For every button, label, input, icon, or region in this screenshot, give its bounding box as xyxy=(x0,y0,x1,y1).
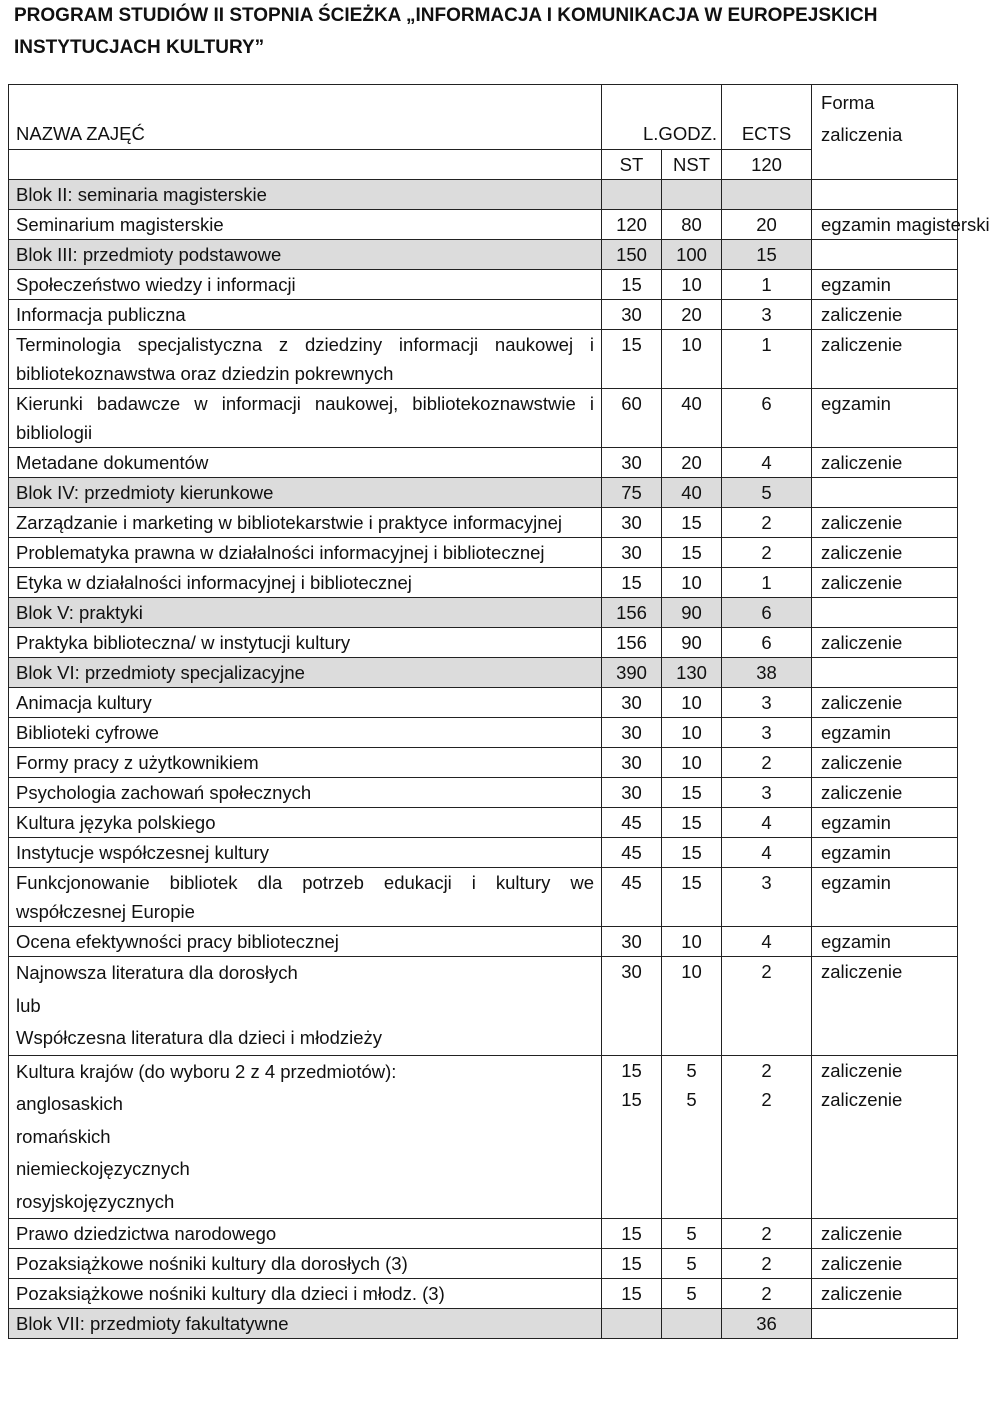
hours-st: 120 xyxy=(602,210,662,240)
hours-nst: 10 xyxy=(662,270,722,300)
hours-nst: 10 xyxy=(662,957,722,1056)
hours-st: 45 xyxy=(602,838,662,868)
ects-value: 1 xyxy=(722,330,812,389)
hours-st: 15 xyxy=(602,1279,662,1309)
ects-value: 2 xyxy=(722,508,812,538)
assessment-form: egzamin xyxy=(812,868,958,927)
hours-nst-1: 5 xyxy=(686,1059,697,1081)
hours-nst: 20 xyxy=(662,448,722,478)
course-name-literature xyxy=(9,957,602,1056)
assessment-form: zaliczenie xyxy=(812,538,958,568)
hours-st: 30 xyxy=(602,957,662,1056)
assessment-form: zaliczenie xyxy=(812,688,958,718)
hours-nst: 10 xyxy=(662,718,722,748)
course-row xyxy=(9,448,958,478)
hours-nst: 15 xyxy=(662,778,722,808)
header-ects-cell xyxy=(722,85,812,150)
block-row xyxy=(9,658,958,688)
hours-st: 15 xyxy=(602,270,662,300)
course-row xyxy=(9,568,958,598)
course-row xyxy=(9,778,958,808)
kultura-line3: romańskich xyxy=(16,1125,111,1147)
header-form-cell xyxy=(812,85,958,180)
ects-value: 4 xyxy=(722,838,812,868)
hours-st: 15 xyxy=(602,1249,662,1279)
course-name: Metadane dokumentów xyxy=(9,448,602,478)
hours-st: 15 xyxy=(602,330,662,389)
ects-value: 2 xyxy=(722,1249,812,1279)
ects-value: 3 xyxy=(722,688,812,718)
hours-st: 75 xyxy=(602,478,662,508)
course-row-literature xyxy=(9,957,958,1056)
course-name-kultura-krajow xyxy=(9,1055,602,1219)
ects-value: 15 xyxy=(722,240,812,270)
course-name: Kultura języka polskiego xyxy=(9,808,602,838)
course-row-kultura-krajow xyxy=(9,1055,958,1219)
ects-value: 38 xyxy=(722,658,812,688)
assessment-form: zaliczenie xyxy=(812,508,958,538)
hours-nst: 100 xyxy=(662,240,722,270)
hours-st xyxy=(602,1309,662,1339)
hours-st: 30 xyxy=(602,748,662,778)
literature-line3: Współczesna literatura dla dzieci i młodzieży xyxy=(16,1027,383,1048)
assessment-form: zaliczenie xyxy=(812,778,958,808)
ects-value: 6 xyxy=(722,389,812,448)
header-sub-empty xyxy=(9,150,602,180)
course-name: Pozaksiążkowe nośniki kultury dla dzieci i młodz. (3) xyxy=(9,1279,602,1309)
assessment-form xyxy=(812,658,958,688)
course-name: Zarządzanie i marketing w bibliotekarstwie i praktyce informacyjnej xyxy=(9,508,602,538)
header-st: ST xyxy=(602,150,662,180)
assessment-form xyxy=(812,1309,958,1339)
assessment-form xyxy=(812,1055,958,1219)
ects-value: 2 xyxy=(722,1279,812,1309)
assessment-form: zaliczenie xyxy=(812,748,958,778)
hours-nst: 10 xyxy=(662,927,722,957)
ects-value: 4 xyxy=(722,448,812,478)
course-name: Animacja kultury xyxy=(9,688,602,718)
course-name: Psychologia zachowań społecznych xyxy=(9,778,602,808)
course-name: Informacja publiczna xyxy=(9,300,602,330)
ects-value: 3 xyxy=(722,868,812,927)
assessment-form xyxy=(812,240,958,270)
hours-nst: 40 xyxy=(662,389,722,448)
assessment-form: egzamin magisterski xyxy=(812,210,958,240)
assessment-form xyxy=(812,180,958,210)
hours-st: 390 xyxy=(602,658,662,688)
ects-value: 6 xyxy=(722,598,812,628)
assessment-form xyxy=(812,478,958,508)
hours-nst: 15 xyxy=(662,508,722,538)
course-name: Biblioteki cyfrowe xyxy=(9,718,602,748)
hours-st xyxy=(602,180,662,210)
header-nst: NST xyxy=(662,150,722,180)
hours-nst: 20 xyxy=(662,300,722,330)
assessment-form: egzamin xyxy=(812,389,958,448)
literature-line1: Najnowsza literatura dla dorosłych xyxy=(16,962,298,983)
assessment-form: zaliczenie xyxy=(812,330,958,389)
assessment-form: egzamin xyxy=(812,718,958,748)
ects-value: 36 xyxy=(722,1309,812,1339)
header-form-line1: Forma xyxy=(821,92,875,113)
header-ects-total: 120 xyxy=(722,150,812,180)
course-name: Terminologia specjalistyczna z dziedziny informacji naukowej i bibliotekoznawstwa oraz dziedzin pokrewnych xyxy=(9,330,602,389)
assessment-form: zaliczenie xyxy=(812,1279,958,1309)
ects-value: 3 xyxy=(722,300,812,330)
hours-nst: 10 xyxy=(662,568,722,598)
ects-value: 2 xyxy=(722,538,812,568)
hours-st: 150 xyxy=(602,240,662,270)
hours-st: 45 xyxy=(602,868,662,927)
hours-nst: 80 xyxy=(662,210,722,240)
hours-nst: 15 xyxy=(662,868,722,927)
kultura-line4: niemieckojęzycznych xyxy=(16,1158,190,1179)
course-row xyxy=(9,389,958,448)
block-row xyxy=(9,598,958,628)
course-name: Pozaksiążkowe nośniki kultury dla dorosłych (3) xyxy=(9,1249,602,1279)
ects-value-1: 2 xyxy=(761,1059,772,1081)
course-row xyxy=(9,838,958,868)
hours-nst: 130 xyxy=(662,658,722,688)
course-name: Praktyka biblioteczna/ w instytucji kultury xyxy=(9,628,602,658)
course-row xyxy=(9,538,958,568)
hours-st: 15 xyxy=(602,1219,662,1249)
course-row xyxy=(9,1279,958,1309)
course-row xyxy=(9,1249,958,1279)
hours-nst: 10 xyxy=(662,748,722,778)
hours-nst: 10 xyxy=(662,330,722,389)
hours-st: 30 xyxy=(602,300,662,330)
course-name: Problematyka prawna w działalności informacyjnej i bibliotecznej xyxy=(9,538,602,568)
course-row xyxy=(9,508,958,538)
ects-value: 2 xyxy=(722,748,812,778)
course-name: Etyka w działalności informacyjnej i bibliotecznej xyxy=(9,568,602,598)
course-row xyxy=(9,1219,958,1249)
assessment-form: zaliczenie xyxy=(812,568,958,598)
hours-st: 30 xyxy=(602,778,662,808)
hours-nst: 15 xyxy=(662,538,722,568)
hours-nst: 90 xyxy=(662,598,722,628)
hours-st: 30 xyxy=(602,718,662,748)
ects-value: 6 xyxy=(722,628,812,658)
ects-value: 3 xyxy=(722,718,812,748)
kultura-line5: rosyjskojęzycznych xyxy=(16,1190,175,1212)
hours-nst: 5 xyxy=(662,1249,722,1279)
literature-line2: lub xyxy=(16,994,41,1016)
course-name: Instytucje współczesnej kultury xyxy=(9,838,602,868)
header-hours: L.GODZ. xyxy=(643,123,718,144)
assessment-form: egzamin xyxy=(812,270,958,300)
header-ects: ECTS xyxy=(741,123,792,144)
block-row xyxy=(9,478,958,508)
study-program-table xyxy=(8,84,990,1339)
hours-st: 30 xyxy=(602,448,662,478)
hours-nst xyxy=(662,1055,722,1219)
ects-value: 1 xyxy=(722,270,812,300)
ects-value: 5 xyxy=(722,478,812,508)
hours-nst: 10 xyxy=(662,688,722,718)
ects-value xyxy=(722,1055,812,1219)
assessment-form: zaliczenie xyxy=(812,1219,958,1249)
ects-value: 4 xyxy=(722,808,812,838)
course-row xyxy=(9,748,958,778)
course-name: Blok V: praktyki xyxy=(9,598,602,628)
assessment-form: zaliczenie xyxy=(812,448,958,478)
header-form-line2: zaliczenia xyxy=(821,124,903,145)
course-row xyxy=(9,808,958,838)
kultura-line2: anglosaskich xyxy=(16,1093,123,1114)
course-row xyxy=(9,330,958,389)
ects-value: 4 xyxy=(722,927,812,957)
hours-nst: 40 xyxy=(662,478,722,508)
ects-value: 2 xyxy=(722,1219,812,1249)
assessment-form: egzamin xyxy=(812,808,958,838)
assessment-form: zaliczenie xyxy=(812,1249,958,1279)
hours-nst-2: 5 xyxy=(686,1088,697,1110)
hours-st: 30 xyxy=(602,538,662,568)
assessment-form xyxy=(812,598,958,628)
page-title: PROGRAM STUDIÓW II STOPNIA ŚCIEŻKA „INFORMACJA I KOMUNIKACJA W EUROPEJSKICH INSTYTUCJACH KULTURY” xyxy=(14,5,878,58)
hours-st: 156 xyxy=(602,598,662,628)
course-name: Kierunki badawcze w informacji naukowej, bibliotekoznawstwie i bibliologii xyxy=(9,389,602,448)
ects-value-2: 2 xyxy=(761,1088,772,1110)
course-row xyxy=(9,270,958,300)
assessment-form: egzamin xyxy=(812,927,958,957)
hours-nst: 15 xyxy=(662,838,722,868)
block-row xyxy=(9,180,958,210)
ects-value: 3 xyxy=(722,778,812,808)
hours-nst: 5 xyxy=(662,1279,722,1309)
hours-nst xyxy=(662,180,722,210)
hours-st: 45 xyxy=(602,808,662,838)
hours-st-2: 15 xyxy=(621,1088,642,1110)
header-name-cell xyxy=(9,85,602,150)
kultura-line1: Kultura krajów (do wyboru 2 z 4 przedmiotów): xyxy=(16,1060,397,1082)
course-name: Seminarium magisterskie xyxy=(9,210,602,240)
hours-st: 30 xyxy=(602,508,662,538)
course-row xyxy=(9,628,958,658)
course-row xyxy=(9,688,958,718)
hours-st: 30 xyxy=(602,927,662,957)
hours-st: 156 xyxy=(602,628,662,658)
ects-value: 1 xyxy=(722,568,812,598)
hours-nst xyxy=(662,1309,722,1339)
ects-value: 2 xyxy=(722,957,812,1056)
hours-st xyxy=(602,1055,662,1219)
assessment-form: zaliczenie xyxy=(812,628,958,658)
header-hours-cell xyxy=(602,85,722,150)
hours-st: 30 xyxy=(602,688,662,718)
course-row xyxy=(9,210,958,240)
course-name: Blok II: seminaria magisterskie xyxy=(9,180,602,210)
hours-st-1: 15 xyxy=(621,1059,642,1081)
assessment-form-2: zaliczenie xyxy=(821,1088,903,1110)
course-row xyxy=(9,718,958,748)
header-name: NAZWA ZAJĘĆ xyxy=(16,123,145,144)
hours-nst: 90 xyxy=(662,628,722,658)
course-name: Funkcjonowanie bibliotek dla potrzeb edukacji i kultury we współczesnej Europie xyxy=(9,868,602,927)
course-name: Blok VII: przedmioty fakultatywne xyxy=(9,1309,602,1339)
block-row xyxy=(9,1309,958,1339)
course-row xyxy=(9,300,958,330)
course-row xyxy=(9,927,958,957)
ects-value xyxy=(722,180,812,210)
assessment-form: egzamin xyxy=(812,838,958,868)
ects-value: 20 xyxy=(722,210,812,240)
course-name: Blok IV: przedmioty kierunkowe xyxy=(9,478,602,508)
block-row xyxy=(9,240,958,270)
course-name: Ocena efektywności pracy bibliotecznej xyxy=(9,927,602,957)
assessment-form: zaliczenie xyxy=(812,957,958,1056)
assessment-form-1: zaliczenie xyxy=(821,1059,903,1081)
hours-st: 60 xyxy=(602,389,662,448)
course-name: Formy pracy z użytkownikiem xyxy=(9,748,602,778)
hours-nst: 5 xyxy=(662,1219,722,1249)
course-name: Społeczeństwo wiedzy i informacji xyxy=(9,270,602,300)
course-row xyxy=(9,868,958,927)
header-row xyxy=(9,85,958,150)
hours-nst: 15 xyxy=(662,808,722,838)
assessment-form: zaliczenie xyxy=(812,300,958,330)
course-name: Blok VI: przedmioty specjalizacyjne xyxy=(9,658,602,688)
course-name: Blok III: przedmioty podstawowe xyxy=(9,240,602,270)
hours-st: 15 xyxy=(602,568,662,598)
course-name: Prawo dziedzictwa narodowego xyxy=(9,1219,602,1249)
